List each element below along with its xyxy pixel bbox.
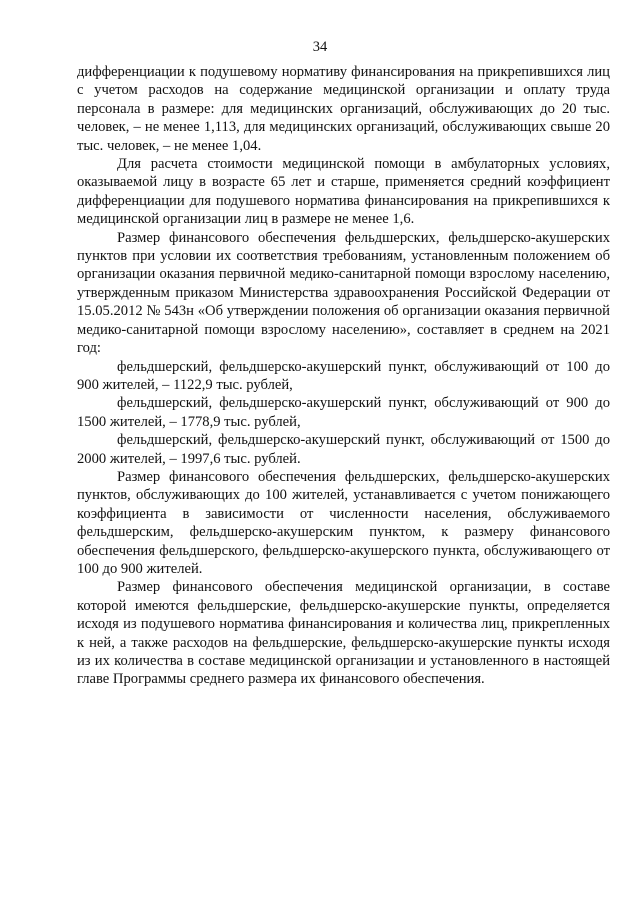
paragraph-feldsher-points-financing: Размер финансового обеспечения фельдшерских, фельдшерско-акушерских пунктов при условии их соответствия требованиям, установленным положением об организации оказания первичной медико-санитарной помощи взрослому населению, утвержденным приказом Министерства здравоохранения Российской Федерации от 15.05.2012 № 543н «Об утверждении положения об организации оказания первичной медико-санитарной помощи взрослому населению», составляет в среднем на 2021 год: [77,229,610,357]
document-body [77,63,610,689]
paragraph-feldsher-under-100: Размер финансового обеспечения фельдшерских, фельдшерско-акушерских пунктов, обслуживающих до 100 жителей, устанавливается с учетом понижающего коэффициента в зависимости от численности населения, обслуживаемого фельдшерским, фельдшерско-акушерским пунктом, к размеру финансового обеспечения фельдшерского, фельдшерско-акушерского пункта, обслуживающего от 100 до 900 жителей. [77,468,610,577]
page-number: 34 [312,39,328,55]
paragraph-age-65-coefficient: Для расчета стоимости медицинской помощи в амбулаторных условиях, оказываемой лицу в возрасте 65 лет и старше, применяется средний коэффициент дифференциации для подушевого норматива финансирования на прикрепившихся к медицинской организации лиц в размере не менее 1,6. [77,156,610,228]
paragraph-feldsher-900-1500: фельдшерский, фельдшерско-акушерский пункт, обслуживающий от 900 до 1500 жителей, – 1778,9 тыс. рублей, [77,395,610,430]
paragraph-feldsher-100-900: фельдшерский, фельдшерско-акушерский пункт, обслуживающий от 100 до 900 жителей, – 1122,9 тыс. рублей, [77,358,610,393]
paragraph-medical-organization-financing: Размер финансового обеспечения медицинской организации, в составе которой имеются фельдшерские, фельдшерско-акушерские пункты, определяется исходя из подушевого норматива финансирования и количества лиц, прикрепленных к ней, а также расходов на фельдшерские, фельдшерско-акушерские пункты исходя из их количества в составе медицинской организации и установленного в настоящей главе Программы среднего размера их финансового обеспечения. [77,579,610,688]
paragraph-feldsher-1500-2000: фельдшерский, фельдшерско-акушерский пункт, обслуживающий от 1500 до 2000 жителей, – 1997,6 тыс. рублей. [77,432,610,467]
paragraph-differentiation-coefficients: дифференциации к подушевому нормативу финансирования на прикрепившихся лиц с учетом расходов на содержание медицинской организации и оплату труда персонала в размере: для медицинских организаций, обслуживающих до 20 тыс. человек, – не менее 1,113, для медицинских организаций, обслуживающих свыше 20 тыс. человек, – не менее 1,04. [77,64,610,154]
